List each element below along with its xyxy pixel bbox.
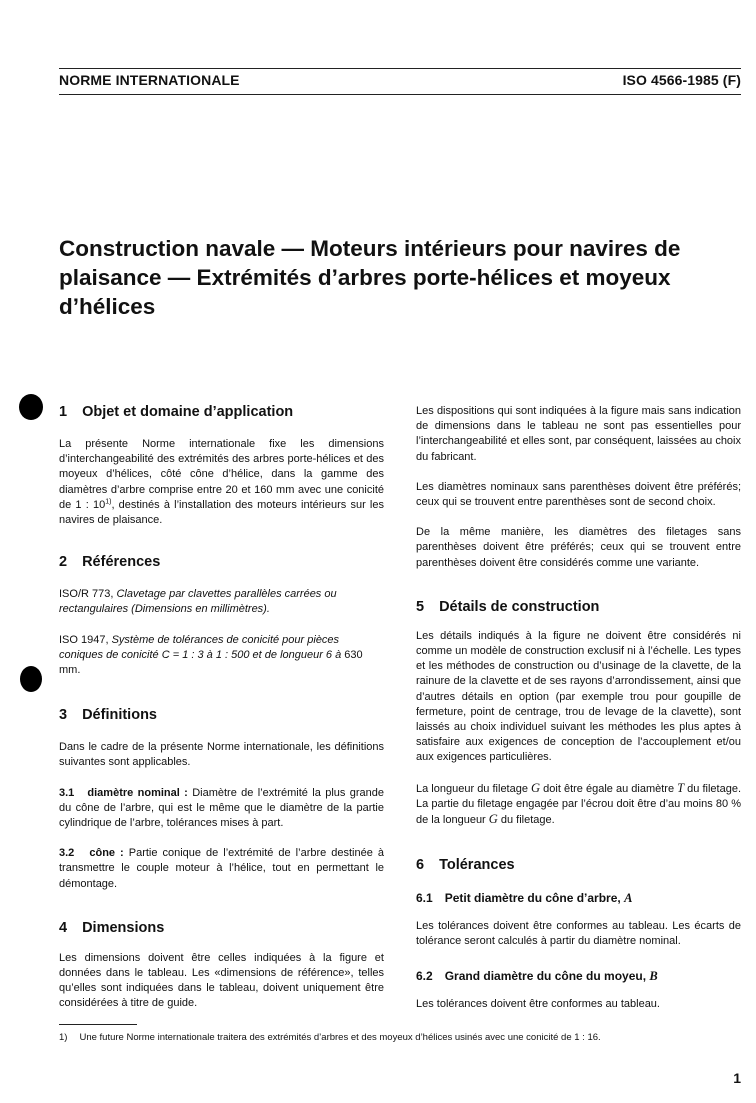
section-number: 1 <box>59 404 68 420</box>
section-4-heading <box>59 919 384 937</box>
s1-text-end: , destinés à l’installation des moteurs intérieurs sur les navires de plaisance. <box>59 498 384 527</box>
definition-3-1 <box>59 786 384 832</box>
reference-2 <box>59 633 384 679</box>
title-line-2: plaisance — Extrémités d’arbres porte-hélices et moyeux <box>59 265 671 290</box>
ref-title: Clavetage par clavettes parallèles carrées ou rectangulaires (Dimensions en millimètres). <box>59 588 337 616</box>
section-4-paragraph-3: Les diamètres nominaux sans parenthèses doivent être préférés; ceux qui se trouvent entre parenthèses sont de second choix. <box>416 480 741 509</box>
page-number: 1 <box>733 1070 741 1086</box>
ref-title: Système de tolérances de conicité pour pièces coniques de conicité C = 1 : 3 à 1 : 500 et de longueur 6 à <box>59 633 342 661</box>
margin-mark-2 <box>20 666 42 692</box>
section-number: 2 <box>59 554 68 571</box>
header-rule-top <box>59 68 741 69</box>
s5-text-d: du filetage. <box>497 814 555 827</box>
subsection-6-2-text: Les tolérances doivent être conformes au tableau. <box>416 997 660 1010</box>
section-title: Objet et domaine d’application <box>82 404 294 420</box>
section-title: Tolérances <box>439 857 515 874</box>
s5-text-b: doit être égale au diamètre <box>540 782 678 795</box>
subsection-title <box>445 968 658 984</box>
s5-text-a: La longueur du filetage <box>416 782 532 795</box>
section-2-heading <box>59 553 384 571</box>
subsection-6-2-heading <box>416 968 741 984</box>
definition-3-2 <box>59 846 384 892</box>
footnote-ref: 1) <box>105 498 112 506</box>
page-header <box>59 72 741 88</box>
section-5-heading <box>416 598 741 616</box>
def-number: 3.2 <box>59 847 75 860</box>
def-text: Diamètre de l’extrémité la plus grande du cône de l’arbre, qui est le même que le diamètre de la partie cylindrique de l’arbre, tolérances mises à part. <box>59 786 385 830</box>
section-6-heading <box>416 856 741 874</box>
subsection-title-text: Grand diamètre du cône du moyeu, <box>444 968 650 983</box>
section-3-heading <box>59 706 384 724</box>
section-1-paragraph <box>59 437 384 528</box>
footnote <box>59 1032 749 1044</box>
ref-code: ISO/R 773, <box>59 588 117 601</box>
section-number: 3 <box>59 707 68 724</box>
ref-code: ISO 1947, <box>59 633 112 646</box>
document-title <box>59 234 749 321</box>
section-5-paragraph-1: Les détails indiqués à la figure ne doivent être considérés ni comme un modèle de construction exclusif ni à l’échelle. Les types et les méthodes de construction ou d’usinage de la clavette, de la rainure de la clavette et de ses rayons d’arrondissement, ainsi que d’autres détails en option (par exemple trou pour goupille de fermeture, point de centrage, trou de levage de la clavette), sont laissés au choix individuel suivant les méthodes les plus aptes à satisfaire aux exigences de conception de l’accouplement et/ou aux exigences particulières. <box>416 629 741 764</box>
ref-end: 630 mm. <box>59 648 363 677</box>
var-g: G <box>531 780 541 795</box>
section-title: Dimensions <box>82 919 165 936</box>
var-a: A <box>624 891 633 906</box>
section-3-intro: Dans le cadre de la présente Norme internationale, les définitions suivantes sont applicables. <box>59 741 384 769</box>
section-number: 5 <box>416 598 425 615</box>
footnote-rule <box>59 1024 137 1025</box>
left-column <box>59 400 384 1012</box>
subsection-6-1-heading <box>416 890 741 906</box>
right-column <box>416 404 741 1012</box>
section-number: 6 <box>416 857 425 874</box>
margin-mark-1 <box>19 394 43 420</box>
def-text: Partie conique de l’extrémité de l’arbre destinée à transmettre le couple moteur à l’hélice, tout en permettant le démontage. <box>59 847 384 890</box>
s5-text-c: du filetage. La partie du filetage engagée par l’écrou doit être d’au moins 80 % de la longueur <box>416 782 741 827</box>
section-number: 4 <box>59 919 68 936</box>
subsection-6-1-text: Les tolérances doivent être conformes au tableau. Les écarts de tolérance seront calculés à partir du diamètre nominal. <box>416 920 741 948</box>
section-title: Références <box>82 554 161 571</box>
s1-text: La présente Norme internationale fixe les dimensions d’interchangeabilité des extrémités des arbres porte-hélices et des moyeux d’hélices, côté cône d’hélice, dans la gamme des diamètres d’arbre comprise entre 20 et 160 mm avec une conicité de 1 : 10 <box>59 438 384 511</box>
subsection-title <box>445 890 633 906</box>
header-rule-bottom <box>59 94 741 95</box>
footnote-number: 1) <box>59 1032 68 1043</box>
section-4-paragraph-4: De la même manière, les diamètres des filetages sans parenthèses doivent être préférés; ceux qui se trouvent entre parenthèses doivent être considérés comme une variante. <box>416 526 741 569</box>
title-line-1: Construction navale — Moteurs intérieurs pour navires de <box>59 236 681 261</box>
reference-1 <box>59 587 384 617</box>
section-1-heading <box>59 403 384 421</box>
section-4-paragraph-1: Les dimensions doivent être celles indiquées à la figure et données dans le tableau. Les «dimensions de référence», telles qu’elles sont indiquées dans le tableau, doivent uniquement être considérées à titre de guide. <box>59 951 384 1010</box>
var-g-2: G <box>488 812 498 827</box>
header-standard-id: ISO 4566-1985 (F) <box>622 72 741 88</box>
section-title: Détails de construction <box>439 598 600 615</box>
section-title: Définitions <box>82 707 157 724</box>
footnote-text: Une future Norme internationale traitera des extrémités d’arbres et des moyeux d’hélices usinés avec une conicité de 1 : 16. <box>79 1032 601 1043</box>
section-4-paragraph-2: Les dispositions qui sont indiquées à la figure mais sans indication de dimensions dans le tableau ne sont pas essentielles pour l’interchangeabilité et elles sont, par conséquent, laissées au choix du fabricant. <box>416 405 741 463</box>
section-5-paragraph-2 <box>416 781 741 829</box>
subsection-number: 6.1 <box>416 891 433 906</box>
subsection-title-text: Petit diamètre du cône d’arbre, <box>444 891 625 906</box>
header-standard-type: NORME INTERNATIONALE <box>59 72 240 88</box>
subsection-number: 6.2 <box>416 968 433 983</box>
def-term: cône : <box>89 847 124 860</box>
title-line-3: d’hélices <box>59 294 156 319</box>
var-t: T <box>677 780 685 795</box>
def-term: diamètre nominal : <box>87 786 188 799</box>
var-b: B <box>649 968 658 983</box>
def-number: 3.1 <box>59 786 75 799</box>
